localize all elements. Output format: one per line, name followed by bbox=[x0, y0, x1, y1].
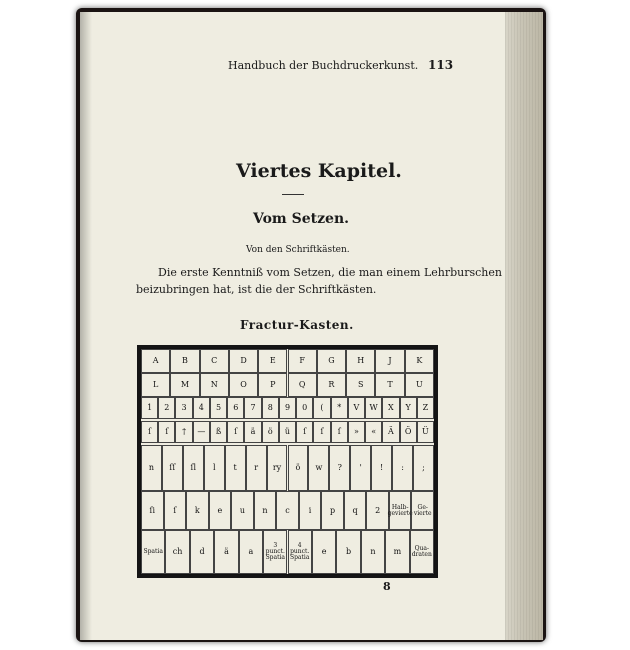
case-compartment: 1 bbox=[141, 397, 158, 419]
page-gutter-shadow bbox=[80, 12, 92, 640]
case-compartment: 3 punct. Spatia bbox=[263, 530, 287, 574]
case-compartment: Z bbox=[417, 397, 434, 419]
case-compartment: Q bbox=[288, 373, 317, 397]
case-compartment: t bbox=[225, 445, 246, 491]
case-compartment: 3 bbox=[175, 397, 192, 419]
case-title: Fractur-Kasten. bbox=[240, 318, 354, 332]
case-compartment: Spatia bbox=[141, 530, 165, 574]
case-compartment: q bbox=[344, 491, 367, 530]
case-compartment: ſ bbox=[296, 421, 313, 443]
case-compartment: ä bbox=[214, 530, 238, 574]
case-compartment: X bbox=[382, 397, 399, 419]
case-compartment: a bbox=[239, 530, 263, 574]
case-compartment: 2 bbox=[366, 491, 389, 530]
case-compartment: ( bbox=[313, 397, 330, 419]
case-compartment: Ü bbox=[417, 421, 434, 443]
case-compartment: e bbox=[209, 491, 232, 530]
case-compartment: « bbox=[365, 421, 382, 443]
case-compartment: 4 punct. Spatia bbox=[288, 530, 312, 574]
case-compartment: i bbox=[299, 491, 322, 530]
case-compartment: ; bbox=[413, 445, 434, 491]
case-compartment: 4 bbox=[193, 397, 210, 419]
chapter-title: Viertes Kapitel. bbox=[236, 160, 402, 182]
case-compartment: M bbox=[170, 373, 199, 397]
case-compartment: R bbox=[317, 373, 346, 397]
case-compartment: ' bbox=[350, 445, 371, 491]
paragraph-line-1: Die erste Kenntniß vom Setzen, die man einem Lehrburschen bbox=[158, 266, 502, 279]
case-compartment: S bbox=[346, 373, 375, 397]
case-compartment: E bbox=[258, 349, 287, 373]
case-compartment: D bbox=[229, 349, 258, 373]
case-compartment: C bbox=[200, 349, 229, 373]
type-case-grid bbox=[140, 348, 435, 575]
case-compartment: ſ bbox=[164, 491, 187, 530]
case-compartment: N bbox=[200, 373, 229, 397]
page-number: 113 bbox=[428, 58, 454, 72]
case-compartment: — bbox=[193, 421, 210, 443]
case-compartment: Qua-draten bbox=[410, 530, 434, 574]
case-compartment: k bbox=[186, 491, 209, 530]
case-compartment: d bbox=[190, 530, 214, 574]
case-compartment: ö bbox=[288, 445, 309, 491]
case-compartment: ſ bbox=[141, 421, 158, 443]
case-compartment: ö bbox=[262, 421, 279, 443]
case-compartment: ! bbox=[371, 445, 392, 491]
case-compartment: ü bbox=[279, 421, 296, 443]
case-compartment: H bbox=[346, 349, 375, 373]
case-compartment: ſ bbox=[331, 421, 348, 443]
case-compartment: K bbox=[405, 349, 434, 373]
case-compartment: b bbox=[336, 530, 360, 574]
case-compartment: B bbox=[170, 349, 199, 373]
case-compartment: Ö bbox=[400, 421, 417, 443]
case-compartment: ry bbox=[267, 445, 288, 491]
running-head: Handbuch der Buchdruckerkunst. bbox=[228, 59, 419, 72]
case-compartment: 0 bbox=[296, 397, 313, 419]
case-compartment: F bbox=[288, 349, 317, 373]
case-compartment: n bbox=[254, 491, 277, 530]
case-compartment: ſ bbox=[158, 421, 175, 443]
case-compartment: » bbox=[348, 421, 365, 443]
case-compartment: Y bbox=[400, 397, 417, 419]
type-case-diagram bbox=[137, 345, 438, 578]
case-compartment: l bbox=[204, 445, 225, 491]
case-compartment: ſl bbox=[183, 445, 204, 491]
case-compartment: ſ bbox=[313, 421, 330, 443]
case-compartment: U bbox=[405, 373, 434, 397]
case-compartment: T bbox=[375, 373, 404, 397]
case-compartment: ſ bbox=[227, 421, 244, 443]
case-compartment: ß bbox=[210, 421, 227, 443]
case-compartment: 8 bbox=[262, 397, 279, 419]
case-compartment: G bbox=[317, 349, 346, 373]
case-compartment: 5 bbox=[210, 397, 227, 419]
case-compartment: J bbox=[375, 349, 404, 373]
section-title: Vom Setzen. bbox=[253, 211, 349, 227]
page-edges bbox=[505, 12, 543, 640]
case-compartment: ? bbox=[329, 445, 350, 491]
case-compartment: L bbox=[141, 373, 170, 397]
case-compartment: ä bbox=[244, 421, 261, 443]
case-compartment: Ge-vierte bbox=[411, 491, 434, 530]
case-compartment: Halb-gevierte bbox=[389, 491, 412, 530]
case-compartment: p bbox=[321, 491, 344, 530]
case-compartment: 7 bbox=[244, 397, 261, 419]
case-compartment: e bbox=[312, 530, 336, 574]
case-compartment: 6 bbox=[227, 397, 244, 419]
case-compartment: c bbox=[276, 491, 299, 530]
case-compartment: Ä bbox=[382, 421, 399, 443]
case-compartment: : bbox=[392, 445, 413, 491]
case-compartment: 9 bbox=[279, 397, 296, 419]
case-compartment: m bbox=[385, 530, 409, 574]
case-compartment: r bbox=[246, 445, 267, 491]
case-compartment: 2 bbox=[158, 397, 175, 419]
case-compartment: * bbox=[331, 397, 348, 419]
case-compartment: † bbox=[175, 421, 192, 443]
paragraph-line-2: beizubringen hat, ist die der Schriftkästen. bbox=[136, 283, 377, 296]
case-compartment: ſſ bbox=[162, 445, 183, 491]
case-compartment: n bbox=[141, 445, 162, 491]
case-compartment: n bbox=[361, 530, 385, 574]
case-compartment: V bbox=[348, 397, 365, 419]
title-rule bbox=[282, 194, 304, 195]
case-compartment: A bbox=[141, 349, 170, 373]
case-compartment: P bbox=[258, 373, 287, 397]
subsection-title: Von den Schriftkästen. bbox=[246, 245, 350, 255]
case-compartment: w bbox=[308, 445, 329, 491]
case-compartment: ch bbox=[165, 530, 189, 574]
case-compartment: W bbox=[365, 397, 382, 419]
case-compartment: u bbox=[231, 491, 254, 530]
case-compartment: ſi bbox=[141, 491, 164, 530]
case-compartment: O bbox=[229, 373, 258, 397]
signature-mark: 8 bbox=[383, 580, 391, 593]
